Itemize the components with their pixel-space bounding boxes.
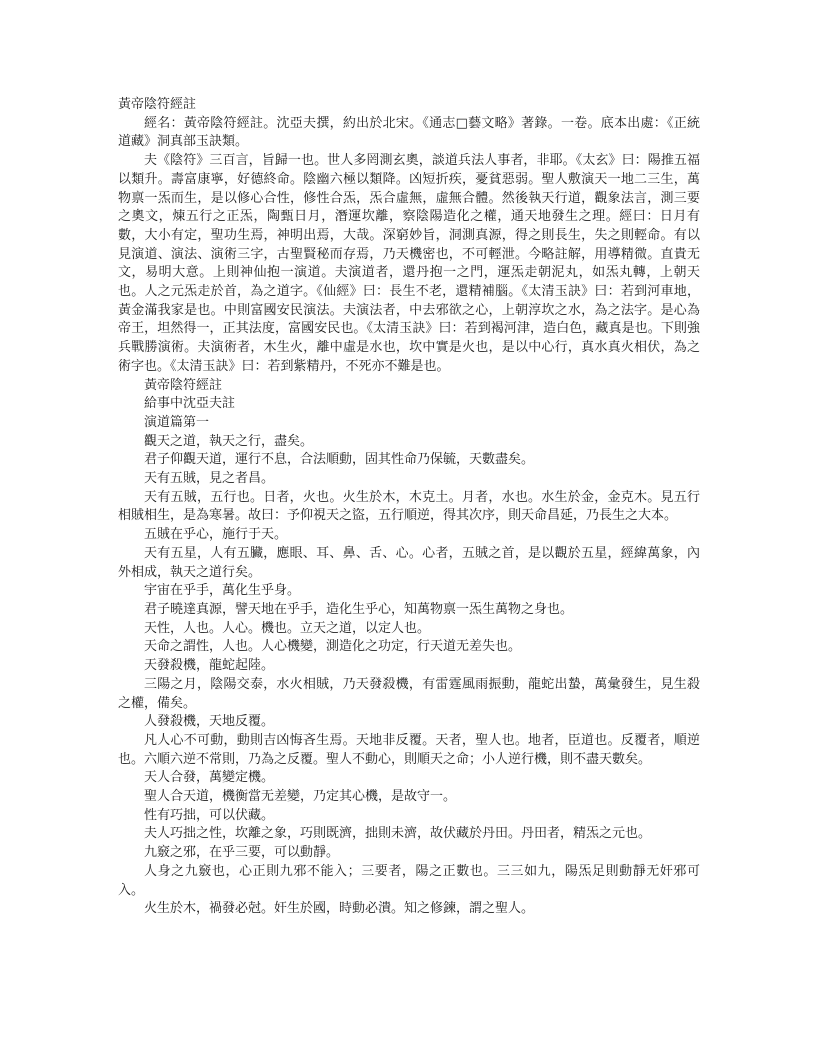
paragraph-note-1: 君子仰觀天道，運行不息，合法順動，固其性命乃保毓，天數盡矣。: [144, 452, 535, 468]
paragraph-canon-3: 五賊在乎心，施行于天。: [144, 527, 288, 543]
paragraph-preface: 夫《陰符》三百言，旨歸一也。世人多罔測玄奧，談道兵法人事者，非耶。《太玄》曰：陽推五福以類升。壽富康寧，好德終命。陰幽六極以類降。凶短折疾，憂貧惡弱。聖人敷演天一地二三生，萬物禀一炁而生，是以修心合性，修性合炁，炁合虛無，虛無合體。然後執天行道，觀象法言，測三要之奧文，煉五行之正炁，陶甄日月，潛運坎離，察陰陽造化之權，通天地發生之理。經曰：日月有數，大小有定，聖功生焉，神明出焉，大哉。深窮妙旨，洞測真源，得之則長生，失之則輕命。有以見演道、演法、演術三字，古聖賢秘而存焉，乃天機密也，不可輕泄。今略註解，用導精微。直貴无文，易明大意。上則神仙抱一演道。夫演道者，還丹抱一之門，運炁走朝泥丸，如炁丸轉，上朝天也。人之元炁走於首，為之道字。《仙經》曰：長生不老，還精補腦。《太清玉訣》曰：若到河車地，黃金滿我家是也。中則富國安民演法。夫演法者，中去邪欲之心，上朝淳坎之水，為之法字。是心為帝王，坦然得一，正其法度，富國安民也。《太清玉訣》曰：若到褐河津，造白色，藏真是也。下則強兵戰勝演術。夫演術者，木生火，離中虛是水也，坎中實是火也，是以中心行，真水真火相伏，為之術字也。《太清玉訣》曰：若到紫精丹，不死亦不難是也。: [118, 153, 700, 374]
paragraph-canon-9: 性有巧拙，可以伏藏。: [144, 807, 275, 823]
document-text-body: [118, 96, 700, 919]
paragraph-note-6: 三陽之月，陰陽交泰，水火相賊，乃天發殺機，有雷霆風雨振動，龍蛇出蟄，萬彙發生，見生殺之權，備矣。: [118, 676, 700, 711]
paragraph-canon-6: 天發殺機，龍蛇起陸。: [144, 658, 275, 674]
paragraph-annotator: 給事中沈亞夫註: [144, 396, 236, 412]
paragraph-canon-4: 宇宙在乎手，萬化生乎身。: [144, 583, 301, 599]
paragraph-note-4: 君子曉達真源，譬天地在乎手，造化生乎心，知萬物禀一炁生萬物之身也。: [144, 601, 574, 617]
paragraph-note-10: 人身之九竅也，心正則九邪不能入；三要者，陽之正數也。三三如九，陽炁足則動靜无奸邪可入。: [118, 863, 700, 898]
paragraph-canon-11: 火生於木，禍發必尅。奸生於國，時動必潰。知之修鍊，謂之聖人。: [144, 901, 535, 917]
paragraph-note-3: 天有五星，人有五臟，應眼、耳、鼻、舌、心。心者，五賊之首，是以觀於五星，經緯萬象，內外相成，執天之道行矣。: [118, 545, 700, 580]
paragraph-chapter-one: 演道篇第一: [144, 414, 210, 430]
document-title: 黃帝陰符經註: [118, 97, 197, 112]
paragraph-canon-7: 人發殺機，天地反覆。: [144, 714, 275, 730]
paragraph-canon-1: 觀天之道，執天之行，盡矣。: [144, 433, 314, 449]
paragraph-canon-2: 天有五賊，見之者昌。: [144, 471, 275, 487]
paragraph-canon-8: 天人合發，萬變定機。: [144, 770, 275, 786]
paragraph-colophon: 經名：黃帝陰符經註。沈亞夫撰，約出於北宋。《通志□藝文略》著錄。一卷。底本出處：《正統道藏》洞真部玉訣類。: [118, 115, 700, 150]
paragraph-note-9: 夫人巧拙之性，坎離之象，巧則既濟，拙則未濟，故伏藏於丹田。丹田者，精炁之元也。: [144, 826, 652, 842]
paragraph-canon-5: 天性，人也。人心。機也。立天之道，以定人也。: [144, 620, 431, 636]
paragraph-title-repeat: 黃帝陰符經註: [144, 377, 223, 393]
paragraph-note-2: 天有五賊，五行也。日者，火也。火生於木，木克土。月者，水也。水生於金，金克木。見五行相賊相生，是為寒暑。故曰：予仰視天之盜，五行順逆，得其次序，則天命昌延，乃長生之大本。: [118, 489, 700, 524]
paragraph-canon-10: 九竅之邪，在乎三要，可以動靜。: [144, 845, 340, 861]
paragraph-note-7: 凡人心不可動，動則吉凶悔吝生焉。天地非反覆。天者，聖人也。地者，臣道也。反覆者，順逆也。六順六逆不常則，乃為之反覆。聖人不動心，則順天之命；小人逆行機，則不盡天數矣。: [118, 732, 700, 767]
paragraph-note-5: 天命之謂性，人也。人心機變，測造化之功定，行天道无差失也。: [144, 639, 522, 655]
paragraph-note-8: 聖人合天道，機衡當无差變，乃定其心機，是故守一。: [144, 789, 457, 805]
